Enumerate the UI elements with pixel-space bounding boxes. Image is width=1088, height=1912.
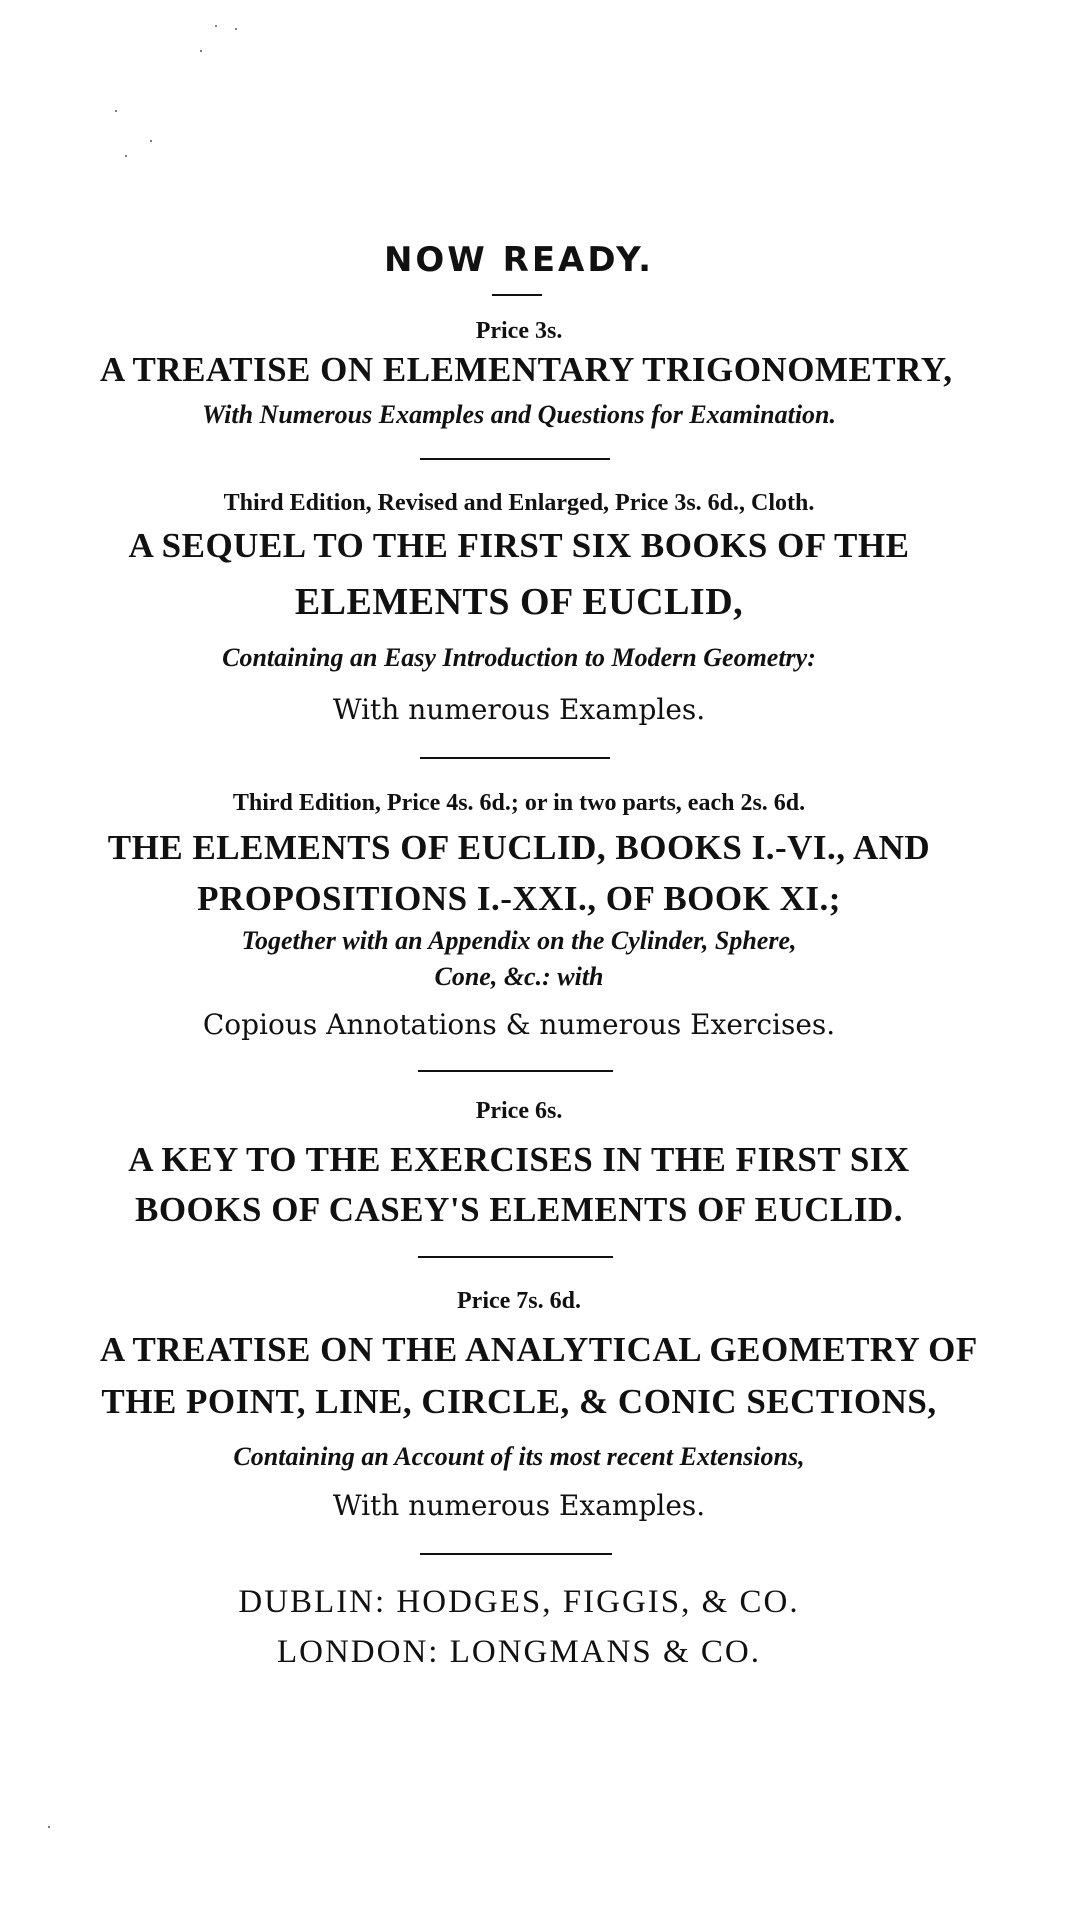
divider <box>418 1070 613 1072</box>
book-3-annotations-note: Copious Annotations & numerous Exercises. <box>202 1008 836 1041</box>
book-3-title-line-2: PROPOSITIONS I.-XXI., OF BOOK XI.; <box>197 879 841 918</box>
book-2-edition: Third Edition, Revised and Enlarged, Price 3s. 6d., Cloth. <box>223 490 815 516</box>
book-1-subtitle: With Numerous Examples and Questions for Examination. <box>201 400 837 429</box>
book-3-edition: Third Edition, Price 4s. 6d.; or in two parts, each 2s. 6d. <box>232 790 806 816</box>
book-1-price: Price 3s. <box>475 318 563 344</box>
book-5-subtitle: Containing an Account of its most recent Extensions, <box>233 1442 805 1471</box>
book-3-subtitle-line-2: Cone, &c.: with <box>434 962 604 991</box>
divider <box>420 1553 612 1555</box>
speck <box>115 110 117 112</box>
speck <box>200 50 202 52</box>
book-4-title-line-1: A KEY TO THE EXERCISES IN THE FIRST SIX <box>128 1140 910 1179</box>
speck <box>48 1826 50 1828</box>
book-3-subtitle-line-1: Together with an Appendix on the Cylinder, Sphere, <box>241 926 797 955</box>
divider <box>420 458 610 460</box>
speck <box>150 140 152 142</box>
divider <box>418 1256 613 1258</box>
imprint-dublin: DUBLIN: HODGES, FIGGIS, & CO. <box>238 1584 800 1620</box>
book-2-subtitle: Containing an Easy Introduction to Modern Geometry: <box>222 643 816 672</box>
speck <box>235 28 237 30</box>
book-2-examples-note: With numerous Examples. <box>332 693 706 726</box>
book-5-title-line-2: THE POINT, LINE, CIRCLE, & CONIC SECTIONS, <box>101 1382 937 1421</box>
book-5-title-line-1: A TREATISE ON THE ANALYTICAL GEOMETRY OF <box>100 1330 978 1369</box>
book-2-title-line-2: ELEMENTS OF EUCLID, <box>294 581 744 623</box>
page-heading: NOW READY. <box>383 240 655 280</box>
book-5-examples-note: With numerous Examples. <box>332 1489 706 1522</box>
divider <box>492 294 542 296</box>
divider <box>420 757 610 759</box>
book-2-title-line-1: A SEQUEL TO THE FIRST SIX BOOKS OF THE <box>128 526 910 565</box>
speck <box>125 155 127 157</box>
book-5-price: Price 7s. 6d. <box>457 1288 581 1314</box>
speck <box>215 25 217 27</box>
book-1-title: A TREATISE ON ELEMENTARY TRIGONOMETRY, <box>100 350 953 389</box>
book-4-title-line-2: BOOKS OF CASEY'S ELEMENTS OF EUCLID. <box>134 1190 904 1229</box>
imprint-london: LONDON: LONGMANS & CO. <box>276 1634 761 1670</box>
book-3-title-line-1: THE ELEMENTS OF EUCLID, BOOKS I.-VI., AND <box>107 828 931 867</box>
book-4-price: Price 6s. <box>475 1098 563 1124</box>
